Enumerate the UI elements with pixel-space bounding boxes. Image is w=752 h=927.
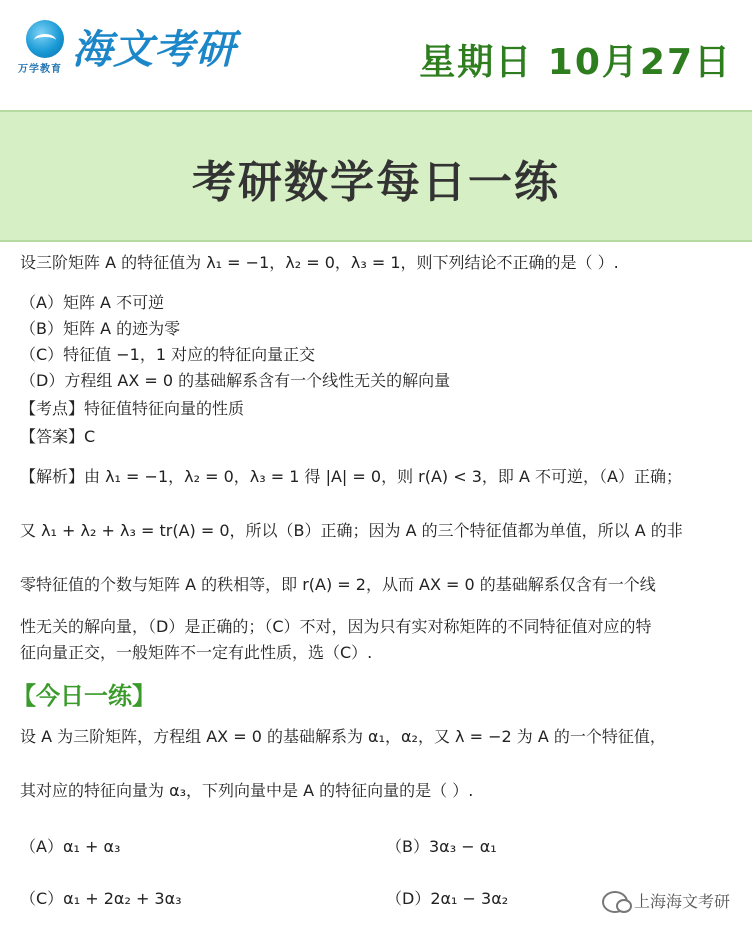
option-b: （B）矩阵 A 的迹为零 (20, 319, 181, 338)
logo-icon (26, 20, 64, 58)
analysis-line: 又 λ₁ + λ₂ + λ₃ = tr(A) = 0，所以（B）正确；因为 A 的三个特征值都为单值，所以 A 的非 (20, 521, 683, 540)
watermark-text: 上海海文考研 (633, 891, 730, 911)
logo-brand: 万学教育 (18, 64, 62, 75)
wechat-icon (602, 891, 628, 913)
today-heading: 【今日一练】 (12, 682, 156, 710)
title-banner (0, 110, 752, 242)
today-stem-2: 其对应的特征向量为 α₃，下列向量中是 A 的特征向量的是（ ）. (20, 781, 474, 800)
date-label: 星期日 10月27日 (419, 42, 732, 83)
analysis-line: 零特征值的个数与矩阵 A 的秩相等，即 r(A) = 2，从而 AX = 0 的基础解系仅含有一个线 (20, 575, 656, 594)
today-option-d: （D）2α₁ − 3α₂ (386, 889, 509, 908)
today-option-a: （A）α₁ + α₃ (20, 837, 121, 856)
watermark (602, 889, 730, 914)
analysis-line: 性无关的解向量，（D）是正确的；（C）不对，因为只有实对称矩阵的不同特征值对应的特 (20, 617, 652, 636)
analysis-line: 征向量正交，一般矩阵不一定有此性质，选（C）. (20, 643, 373, 662)
analysis-line: 【解析】由 λ₁ = −1，λ₂ = 0，λ₃ = 1 得 |A| = 0，则 r(A) < 3，即 A 不可逆，（A）正确； (20, 467, 682, 486)
knowledge-point: 【考点】特征值特征向量的性质 (20, 399, 245, 418)
logo-title: 海文考研 (72, 27, 236, 73)
option-a: （A）矩阵 A 不可逆 (20, 293, 165, 312)
question-stem: 设三阶矩阵 A 的特征值为 λ₁ = −1，λ₂ = 0，λ₃ = 1，则下列结论不正确的是（ ）. (20, 253, 619, 272)
option-c: （C）特征值 −1，1 对应的特征向量正交 (20, 345, 316, 364)
answer: 【答案】C (20, 427, 96, 446)
option-d: （D）方程组 AX = 0 的基础解系含有一个线性无关的解向量 (20, 371, 451, 390)
today-option-b: （B）3α₃ − α₁ (386, 837, 497, 856)
header (0, 0, 752, 110)
today-stem-1: 设 A 为三阶矩阵，方程组 AX = 0 的基础解系为 α₁，α₂，又 λ = −2 为 A 的一个特征值， (20, 727, 666, 746)
today-option-c: （C）α₁ + 2α₂ + 3α₃ (20, 889, 182, 908)
page-title: 考研数学每日一练 (192, 157, 560, 208)
